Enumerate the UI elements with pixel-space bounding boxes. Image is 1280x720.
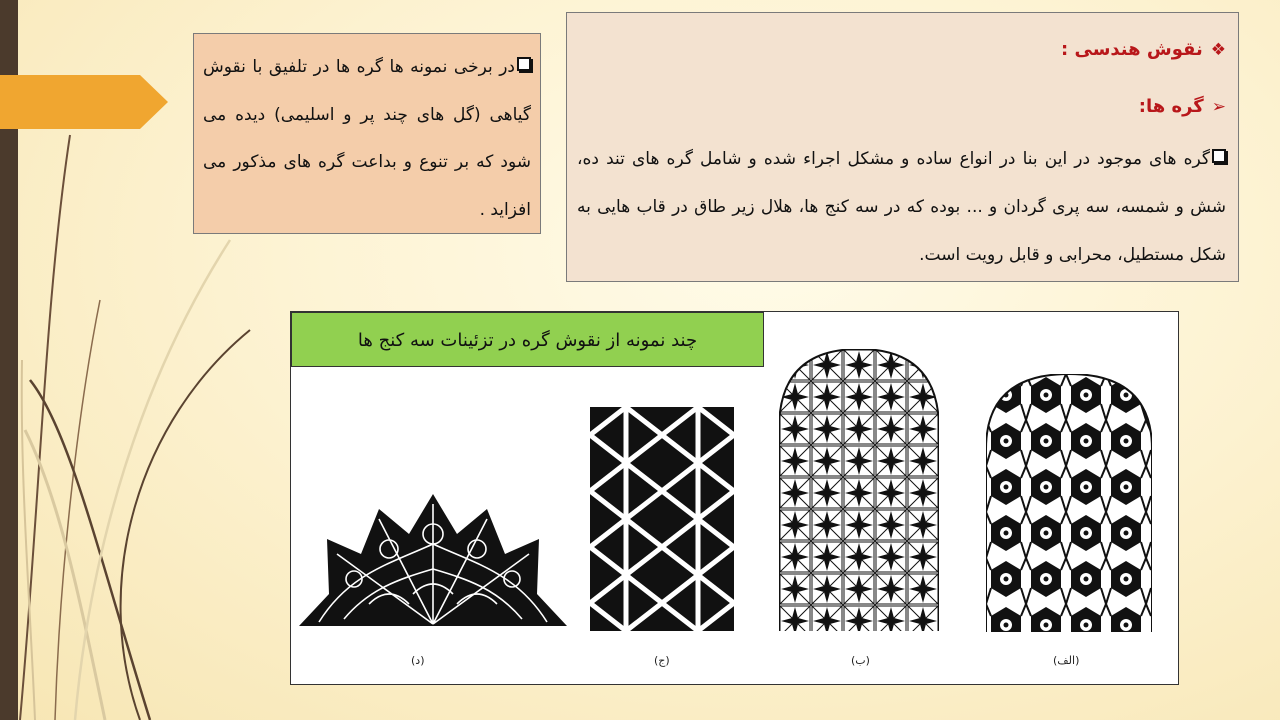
label-d: (د)	[411, 654, 425, 667]
pattern-j-rectangle	[590, 407, 734, 631]
square-bullet-icon	[517, 57, 531, 71]
square-bullet-icon	[1212, 149, 1226, 163]
label-j: (ج)	[654, 654, 670, 667]
left-box-text: در برخی نمونه ها گره ها در تلفیق با نقوش گیاهی (گل های چند پر و اسلیمی) دیده می شود که بر تنوع و بداعت گره های مذکور می افزاید .	[203, 57, 531, 220]
label-alef: (الف)	[1053, 654, 1080, 667]
label-b: (ب)	[851, 654, 870, 667]
pattern-d-half-star	[299, 494, 567, 629]
heading-knots: ➢گره ها:	[577, 79, 1226, 135]
figure-caption: چند نمونه از نقوش گره در تزئینات سه کنج ها	[291, 312, 764, 367]
diamond-star-bullet-icon: ❖	[1210, 40, 1226, 60]
arrow-bullet-icon: ➢	[1211, 97, 1226, 117]
knots-paragraph: گره های موجود در این بنا در انواع ساده و مشکل اجراء شده و شامل گره های تند ده، شش و شمسه، سه پری گردان و ... بوده که در سه کنج ها، هلال زیر طاق در قاب هایی به شکل مستطیل، محرابی و قابل رویت است.	[577, 149, 1226, 265]
knot-patterns-figure	[290, 311, 1179, 685]
heading-geometric-motifs: ❖نقوش هندسی :	[577, 21, 1226, 79]
geometric-motifs-textbox	[566, 12, 1239, 282]
pattern-alef-arch	[986, 374, 1152, 632]
orange-arrow-tab	[0, 75, 170, 129]
plant-motif-textbox	[193, 33, 541, 234]
pattern-b-arch	[779, 349, 939, 631]
